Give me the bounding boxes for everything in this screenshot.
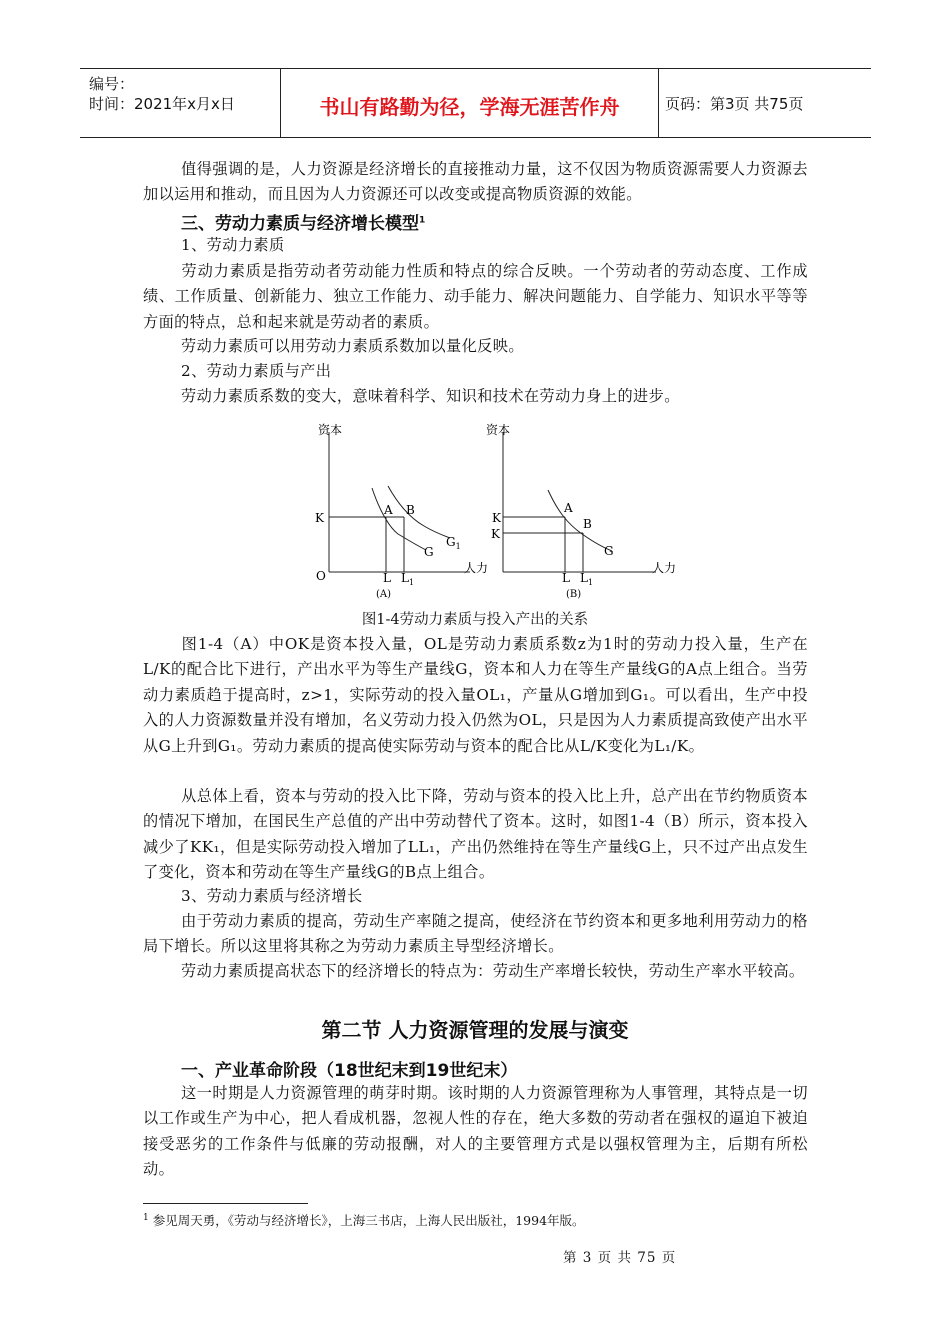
paragraph-6: 从总体上看，资本与劳动的投入比下降，劳动与资本的投入比上升，总产出在节约物质资本的情况下增加，在国民生产总值的产出中劳动替代了资本。这时，如图1-4（B）所示，资本投入减少了KK₁，但是实际劳动投入增加了LL₁，产出仍然维持在等生产量线G上，只不过产出点发生了变化，资本和劳动在等生产量线G的B点上组合。: [143, 787, 808, 882]
header-motto: 书山有路勤为径，学海无涯苦作舟: [319, 95, 620, 119]
g1-label-a: $G_1$: [446, 535, 461, 551]
paragraph-5: 图1-4（A）中OK是资本投入量，OL是劳动力素质系数z为1时的劳动力投入量，生产在L/K的配合比下进行，产出水平为等生产量线G，资本和人力在等生产量线G的A点上组合。当劳动力素质趋于提高时，z>1，实际劳动的投入量OL₁，产量从G增加到G₁。可以看出，生产中投入的人力资源数量并没有增加，名义劳动力投入仍然为OL，只是因为人力素质提高致使产出水平从G上升到G₁。劳动力素质的提高使实际劳动与资本的配合比从L/K变化为L₁/K。: [143, 635, 808, 755]
footnote-mark: 1: [143, 1212, 149, 1223]
y-axis-label-a: 资本: [318, 423, 343, 437]
k-label-a: K: [315, 511, 324, 525]
header-info-cell: [80, 69, 281, 137]
panel-a-label: (A): [376, 589, 392, 600]
document-header: [80, 68, 871, 138]
l1-label-b: $L_1$: [580, 571, 594, 587]
isoquant-g-a: [372, 488, 426, 550]
l-label-a: L: [383, 571, 391, 585]
isoquant-g1-a: [388, 486, 450, 538]
subsection-1-heading: 一、产业革命阶段（18世纪末到19世纪末）: [181, 1061, 518, 1081]
subheading-2: 2、劳动力素质与产出: [181, 362, 332, 380]
footnote-text: 参见周天勇，《劳动与经济增长》，上海三书店，上海人民出版社，1994年版。: [152, 1213, 585, 1228]
document-date-label: 时间：2021年x月x日: [89, 95, 235, 113]
figure-panel-a: [329, 432, 470, 572]
origin-label-a: O: [316, 569, 326, 583]
paragraph-4: 劳动力素质系数的变大，意味着科学、知识和技术在劳动力身上的进步。: [181, 387, 680, 405]
paragraph-3: 劳动力素质可以用劳动力素质系数加以量化反映。: [181, 337, 524, 355]
x-axis-label-a: 人力: [464, 561, 489, 575]
page-footer: 第 3 页 共 75 页: [563, 1250, 677, 1266]
figure-1-4: [300, 420, 700, 605]
header-page-cell: [659, 69, 871, 137]
point-a-label-b: A: [564, 501, 573, 515]
footnote-ref: 1: [419, 215, 426, 226]
paragraph-7: 由于劳动力素质的提高，劳动生产率随之提高，使经济在节约资本和更多地利用劳动力的格局下增长。所以这里将其称之为劳动力素质主导型经济增长。: [143, 912, 808, 956]
document-number-label: 编号：: [89, 75, 135, 93]
section-2-title: 第二节 人力资源管理的发展与演变: [321, 1018, 629, 1042]
paragraph-1: 值得强调的是，人力资源是经济增长的直接推动力量，这不仅因为物质资源需要人力资源去加以运用和推动，而且因为人力资源还可以改变或提高物质资源的效能。: [143, 160, 808, 204]
footnote-separator: [143, 1203, 308, 1204]
k1-label-b: K: [491, 527, 500, 541]
point-a-label-a: A: [384, 503, 393, 517]
l-label-b: L: [562, 571, 570, 585]
x-axis-label-b: 人力: [652, 561, 677, 575]
subheading-3: 3、劳动力素质与经济增长: [181, 887, 363, 905]
figure-caption: 图1-4劳动力素质与投入产出的关系: [361, 612, 589, 628]
paragraph-8: 劳动力素质提高状态下的经济增长的特点为：劳动生产率增长较快，劳动生产率水平较高。: [181, 962, 805, 980]
g-label-b: G: [604, 544, 614, 558]
figure-panel-b: [503, 432, 656, 572]
y-axis-label-b: 资本: [486, 423, 511, 437]
paragraph-9: 这一时期是人力资源管理的萌芽时期。该时期的人力资源管理称为人事管理，其特点是一切以工作或生产为中心，把人看成机器，忽视人性的存在，绝大多数的劳动者在强权的逼迫下被迫接受恶劣的工作条件与低廉的劳动报酬，对人的主要管理方式是以强权管理为主，后期有所松动。: [143, 1084, 808, 1179]
isoquant-g-b: [548, 490, 612, 551]
point-b-label-b: B: [583, 517, 592, 531]
l1-label-a: $L_1$: [401, 571, 415, 587]
footnote: [143, 1211, 585, 1229]
header-motto-cell: [281, 69, 659, 137]
g-label-a: G: [424, 545, 434, 559]
point-b-label-a: B: [406, 503, 415, 517]
subheading-1: 1、劳动力素质: [181, 236, 285, 254]
k-label-b: K: [492, 511, 501, 525]
panel-b-label: (B): [566, 589, 582, 600]
section-3-heading: 三、劳动力素质与经济增长模型$^1$: [181, 214, 426, 234]
header-page-label: 页码：第3页 共75页: [665, 95, 804, 113]
paragraph-2: 劳动力素质是指劳动者劳动能力性质和特点的综合反映。一个劳动者的劳动态度、工作成绩、工作质量、创新能力、独立工作能力、动手能力、解决问题能力、自学能力、知识水平等等方面的特点，总和起来就是劳动者的素质。: [143, 262, 808, 331]
